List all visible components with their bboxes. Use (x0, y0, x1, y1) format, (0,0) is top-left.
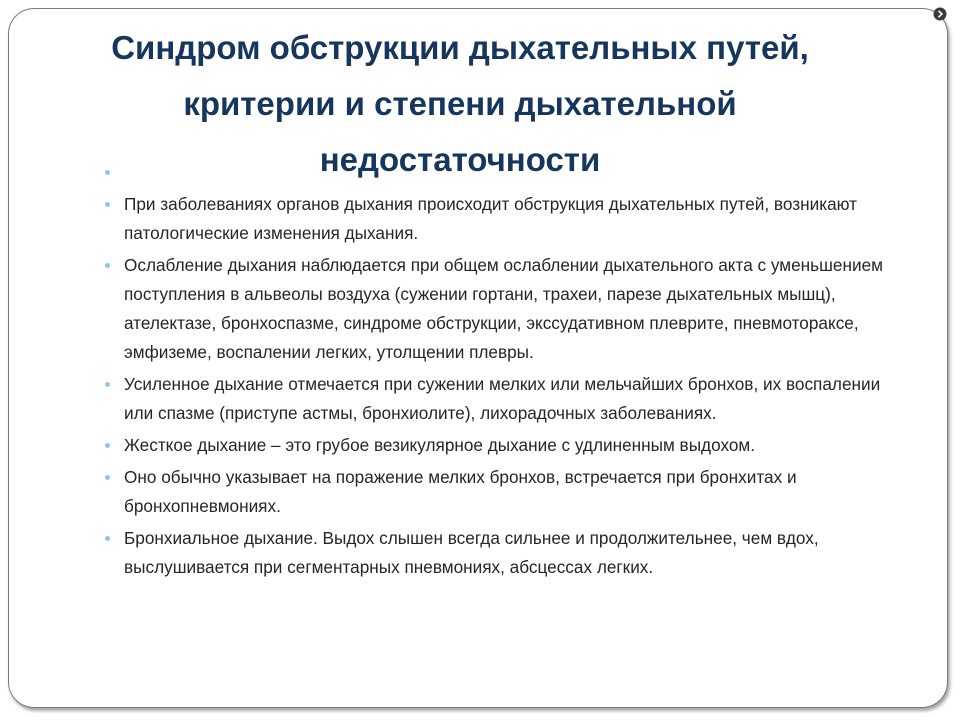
bullet-text: Усиленное дыхание отмечается при сужении мелких или мельчайших бронхов, их воспалении или спазме (приступе астмы, бронхиолите), лихорадочных заболеваниях. (124, 374, 881, 423)
arrow-right-icon[interactable] (933, 7, 947, 21)
bullet-dot-icon (105, 263, 110, 268)
bullet-dot-icon (105, 202, 110, 207)
bullet-text: Оно обычно указывает на поражение мелких бронхов, встречается при бронхитах и бронхопневмониях. (124, 467, 797, 516)
bullet-text: Бронхиальное дыхание. Выдох слышен всегда сильнее и продолжительнее, чем вдох, выслушивается при сегментарных пневмониях, абсцессах легких. (124, 528, 819, 577)
bullet-item (104, 431, 904, 460)
bullet-text: Жесткое дыхание – это грубое везикулярное дыхание с удлиненным выдохом. (124, 435, 755, 455)
bullet-dot-icon (105, 443, 110, 448)
bullet-dot-icon (105, 475, 110, 480)
bullet-item (104, 524, 904, 582)
bullet-item-empty (104, 158, 904, 187)
bullet-text: Ослабление дыхания наблюдается при общем ослаблении дыхательного акта с уменьшением поступления в альвеолы воздуха (сужении гортани, трахеи, парезе дыхательных мышц), ателектазе, бронхоспазме, синдроме обструкции, экссудативном плеврите, пневмотораксе, эмфиземе, воспалении легких, утолщении плевры. (124, 255, 883, 362)
bullet-list (104, 158, 904, 585)
bullet-item (104, 190, 904, 248)
bullet-dot-icon (105, 382, 110, 387)
bullet-item (104, 251, 904, 367)
bullet-item (104, 370, 904, 428)
bullet-dot-icon (105, 536, 110, 541)
bullet-item (104, 463, 904, 521)
slide-title: Синдром обструкции дыхательных путей, критерии и степени дыхательной недостаточности (111, 29, 809, 178)
bullet-dot-icon (105, 170, 110, 175)
bullet-text: При заболеваниях органов дыхания происходит обструкция дыхательных путей, возникают патологические изменения дыхания. (124, 194, 858, 243)
